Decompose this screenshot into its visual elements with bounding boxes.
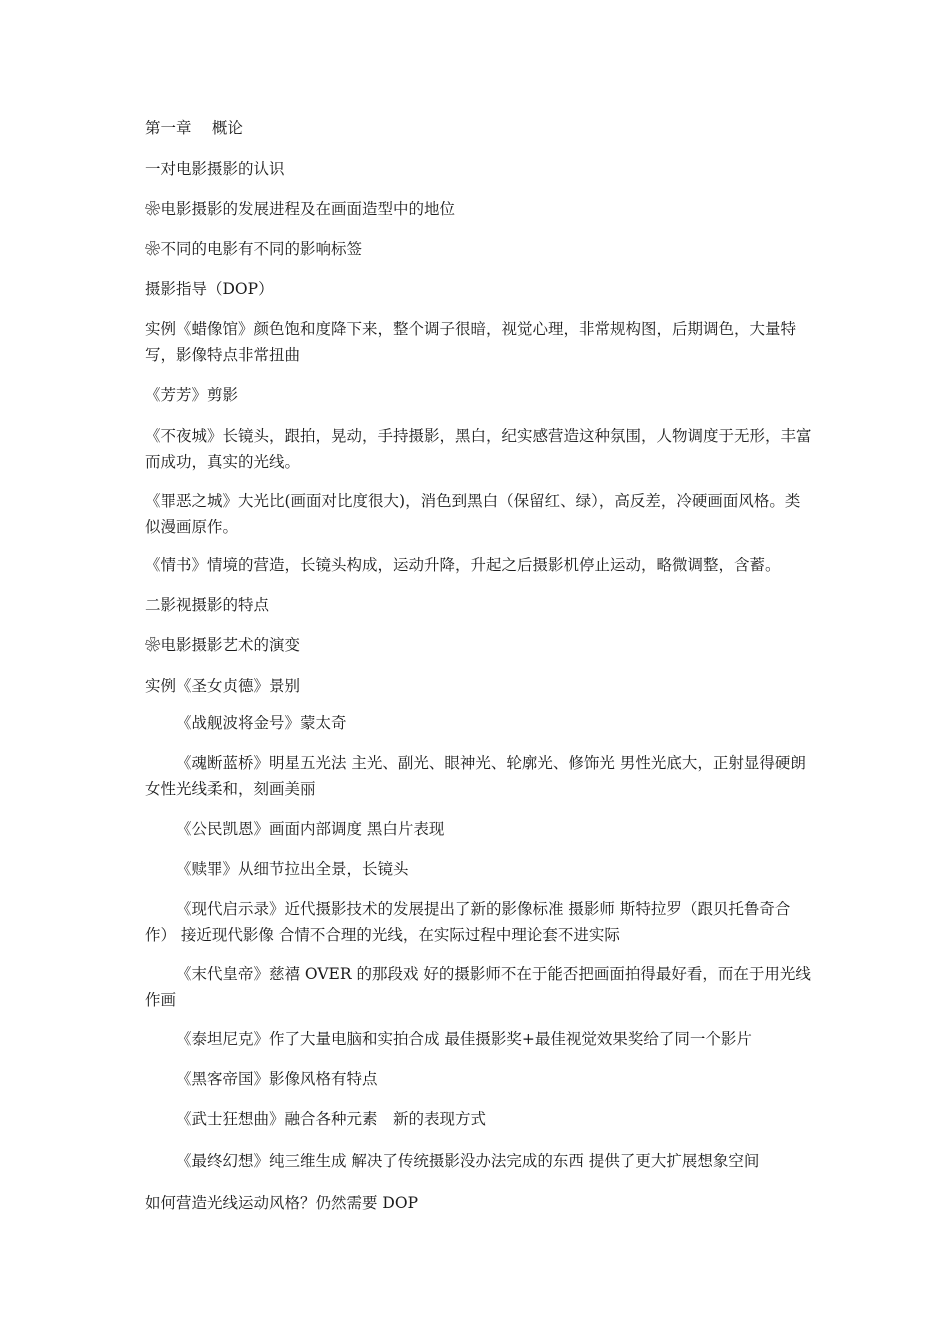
body-paragraph: 《情书》情境的营造，长镜头构成，运动升降，升起之后摄影机停止运动，略微调整，含蓄。 xyxy=(145,556,781,574)
film-example: 《武士狂想曲》融合各种元素 新的表现方式 xyxy=(176,1110,487,1128)
bullet-item: ❀不同的电影有不同的影响标签 xyxy=(145,240,363,258)
film-example: 《战舰波将金号》蒙太奇 xyxy=(176,714,347,732)
film-example: 《魂断蓝桥》明星五光法 主光、副光、眼神光、轮廓光、修饰光 男性光底大，正射显得硬朗 女性光线柔和，刻画美丽 xyxy=(145,754,806,798)
bullet-item: ❀电影摄影的发展进程及在画面造型中的地位 xyxy=(145,200,456,218)
body-paragraph: 如何营造光线运动风格？仍然需要 DOP xyxy=(145,1194,418,1212)
chapter-heading: 第一章 概论 xyxy=(145,119,243,137)
film-example: 《最终幻想》纯三维生成 解决了传统摄影没办法完成的东西 提供了更大扩展想象空间 xyxy=(176,1152,760,1170)
body-paragraph: 摄影指导（DOP） xyxy=(145,280,274,298)
body-paragraph: 《罪恶之城》大光比(画面对比度很大)，消色到黑白（保留红、绿），高反差，冷硬画面风格。类似漫画原作。 xyxy=(145,492,801,536)
body-paragraph: 实例《蜡像馆》颜色饱和度降下来，整个调子很暗，视觉心理，非常规构图，后期调色，大量特写，影像特点非常扭曲 xyxy=(145,320,797,364)
body-paragraph: 《芳芳》剪影 xyxy=(145,386,239,404)
bullet-item: ❀电影摄影艺术的演变 xyxy=(145,636,301,654)
film-example: 《黑客帝国》影像风格有特点 xyxy=(176,1070,378,1088)
film-example: 《公民凯恩》画面内部调度 黑白片表现 xyxy=(176,820,445,838)
film-example: 《末代皇帝》慈禧 OVER 的那段戏 好的摄影师不在于能否把画面拍得最好看，而在于用光线作画 xyxy=(145,965,811,1009)
section-heading: 二影视摄影的特点 xyxy=(145,596,270,614)
section-heading: 一对电影摄影的认识 xyxy=(145,160,285,178)
body-paragraph: 实例《圣女贞德》景别 xyxy=(145,677,301,695)
film-example: 《泰坦尼克》作了大量电脑和实拍合成 最佳摄影奖+最佳视觉效果奖给了同一个影片 xyxy=(176,1030,752,1048)
body-paragraph: 《不夜城》长镜头，跟拍，晃动，手持摄影，黑白，纪实感营造这种氛围，人物调度于无形，丰富而成功，真实的光线。 xyxy=(145,427,812,471)
film-example: 《赎罪》从细节拉出全景，长镜头 xyxy=(176,860,409,878)
film-example: 《现代启示录》近代摄影技术的发展提出了新的影像标准 摄影师 斯特拉罗（跟贝托鲁奇合作） 接近现代影像 合情不合理的光线，在实际过程中理论套不进实际 xyxy=(145,900,791,944)
